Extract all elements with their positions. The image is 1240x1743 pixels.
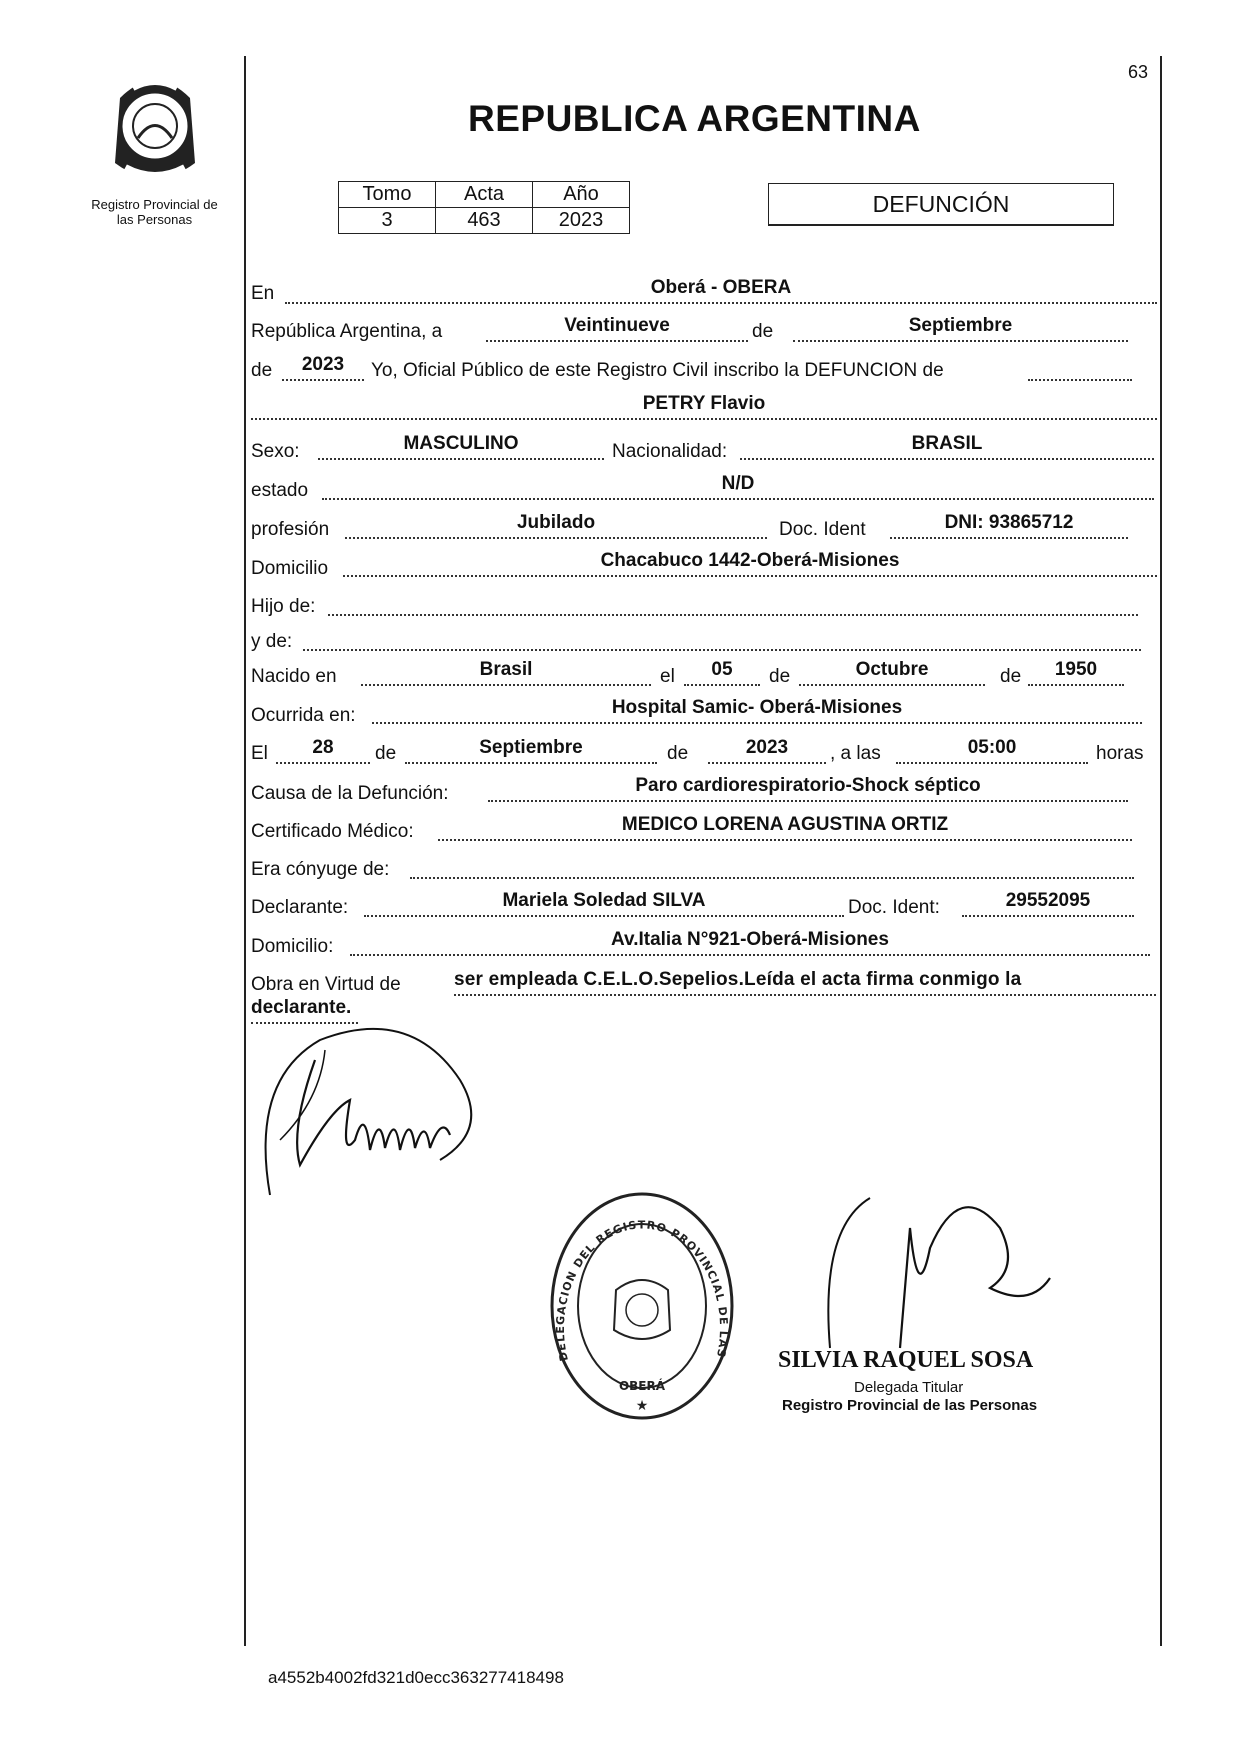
official-signature xyxy=(800,1188,1080,1368)
label-ocurrida-en: Ocurrida en: xyxy=(251,705,356,726)
label-horas: horas xyxy=(1096,743,1144,764)
label-sexo: Sexo: xyxy=(251,441,300,462)
label-nacido-en: Nacido en xyxy=(251,666,337,687)
official-block xyxy=(778,1347,1038,1414)
label-de-nac-anio: de xyxy=(1000,666,1022,687)
official-role: Delegada Titular xyxy=(854,1379,964,1396)
label-hijo-de: Hijo de: xyxy=(251,596,316,617)
field-declarante-doc: 29552095 xyxy=(962,893,1134,917)
field-profesion: Jubilado xyxy=(345,515,767,539)
field-causa: Paro cardiorespiratorio-Shock séptico xyxy=(488,778,1128,802)
label-domicilio: Domicilio xyxy=(251,558,329,579)
field-nac-anio: 1950 xyxy=(1028,662,1124,686)
field-nacionalidad: BRASIL xyxy=(740,436,1154,460)
stamp-bottom-text: OBERÁ xyxy=(618,1379,666,1393)
field-dia: Veintinueve xyxy=(486,318,748,342)
registry-anio: 2023 xyxy=(533,208,630,234)
document-type: DEFUNCIÓN xyxy=(872,190,1010,217)
registry-tomo: 3 xyxy=(339,208,436,234)
right-margin-line xyxy=(1160,56,1162,1646)
label-de-nac-mes: de xyxy=(769,666,791,687)
registry-acta: 463 xyxy=(436,208,533,234)
label-profesion: profesión xyxy=(251,519,330,540)
document-hash: a4552b4002fd321d0ecc363277418498 xyxy=(268,1668,564,1687)
label-obra: Obra en Virtud de xyxy=(251,974,401,995)
svg-text:★: ★ xyxy=(635,1397,649,1413)
official-org: Registro Provincial de las Personas xyxy=(782,1397,1038,1414)
field-lugar: Oberá - OBERA xyxy=(285,280,1157,304)
registry-value-row xyxy=(339,208,630,234)
label-causa: Causa de la Defunción: xyxy=(251,783,449,804)
registry-header-tomo: Tomo xyxy=(339,182,436,208)
page-title: REPUBLICA ARGENTINA xyxy=(468,98,921,139)
stamp-arc-text: DELEGACION DEL REGISTRO PROVINCIAL DE LAS xyxy=(553,1218,731,1363)
field-y-de xyxy=(303,627,1141,651)
document-type-box xyxy=(768,183,1114,226)
label-a-las: , a las xyxy=(830,743,881,764)
field-dni: DNI: 93865712 xyxy=(890,515,1128,539)
label-de-anio: de xyxy=(251,360,273,381)
label-de-def-anio: de xyxy=(667,743,689,764)
label-de-def-mes: de xyxy=(375,743,397,764)
field-nacido-en: Brasil xyxy=(361,662,651,686)
field-nombre: PETRY Flavio xyxy=(251,396,1157,420)
page-number: 63 xyxy=(1128,62,1149,82)
field-nac-mes: Octubre xyxy=(799,662,985,686)
official-name: SILVIA RAQUEL SOSA xyxy=(778,1347,1034,1373)
label-doc-ident: Doc. Ident xyxy=(779,519,866,540)
provincial-seal-logo xyxy=(100,68,210,188)
field-def-mes: Septiembre xyxy=(405,740,657,764)
field-def-anio: 2023 xyxy=(708,740,826,764)
field-anio: 2023 xyxy=(282,357,364,381)
field-continuation xyxy=(1028,357,1132,381)
label-republica: República Argentina, a xyxy=(251,321,443,342)
field-domicilio: Chacabuco 1442-Oberá-Misiones xyxy=(343,553,1157,577)
field-certificado: MEDICO LORENA AGUSTINA ORTIZ xyxy=(438,817,1132,841)
label-estado: estado xyxy=(251,480,309,501)
registry-header-row xyxy=(339,182,630,208)
label-el-cap: El xyxy=(251,743,268,764)
field-declarante-domicilio: Av.Italia N°921-Oberá-Misiones xyxy=(350,932,1150,956)
field-mes: Septiembre xyxy=(793,318,1128,342)
label-en: En xyxy=(251,283,275,304)
logo-caption: Registro Provincial de las Personas xyxy=(91,197,218,227)
field-def-dia: 28 xyxy=(276,740,370,764)
field-def-hora: 05:00 xyxy=(896,740,1088,764)
label-y-de: y de: xyxy=(251,631,293,652)
field-estado: N/D xyxy=(322,476,1154,500)
label-de-mes: de xyxy=(752,321,774,342)
field-declarante: Mariela Soledad SILVA xyxy=(364,893,844,917)
label-yo-oficial: Yo, Oficial Público de este Registro Civil inscribo la DEFUNCION de xyxy=(371,360,944,381)
label-conyuge: Era cónyuge de: xyxy=(251,859,390,880)
field-hijo-de xyxy=(328,592,1138,616)
label-domicilio-declarante: Domicilio: xyxy=(251,936,334,957)
label-doc-ident-declarante: Doc. Ident: xyxy=(848,897,940,918)
official-stamp xyxy=(548,1190,736,1422)
registry-header-acta: Acta xyxy=(436,182,533,208)
label-certificado: Certificado Médico: xyxy=(251,821,414,842)
registry-table xyxy=(338,181,630,234)
label-el: el xyxy=(660,666,675,687)
declarant-signature xyxy=(260,1020,500,1200)
field-obra-line2: declarante. xyxy=(251,1000,358,1024)
label-nacionalidad: Nacionalidad: xyxy=(612,441,728,462)
label-declarante: Declarante: xyxy=(251,897,349,918)
field-obra-line1: ser empleada C.E.L.O.Sepelios.Leída el acta firma conmigo la xyxy=(454,972,1156,996)
field-conyuge xyxy=(410,855,1134,879)
field-ocurrida-en: Hospital Samic- Oberá-Misiones xyxy=(372,700,1142,724)
field-nac-dia: 05 xyxy=(684,662,760,686)
field-sexo: MASCULINO xyxy=(318,436,604,460)
registry-header-anio: Año xyxy=(533,182,630,208)
left-margin-line xyxy=(244,56,246,1646)
